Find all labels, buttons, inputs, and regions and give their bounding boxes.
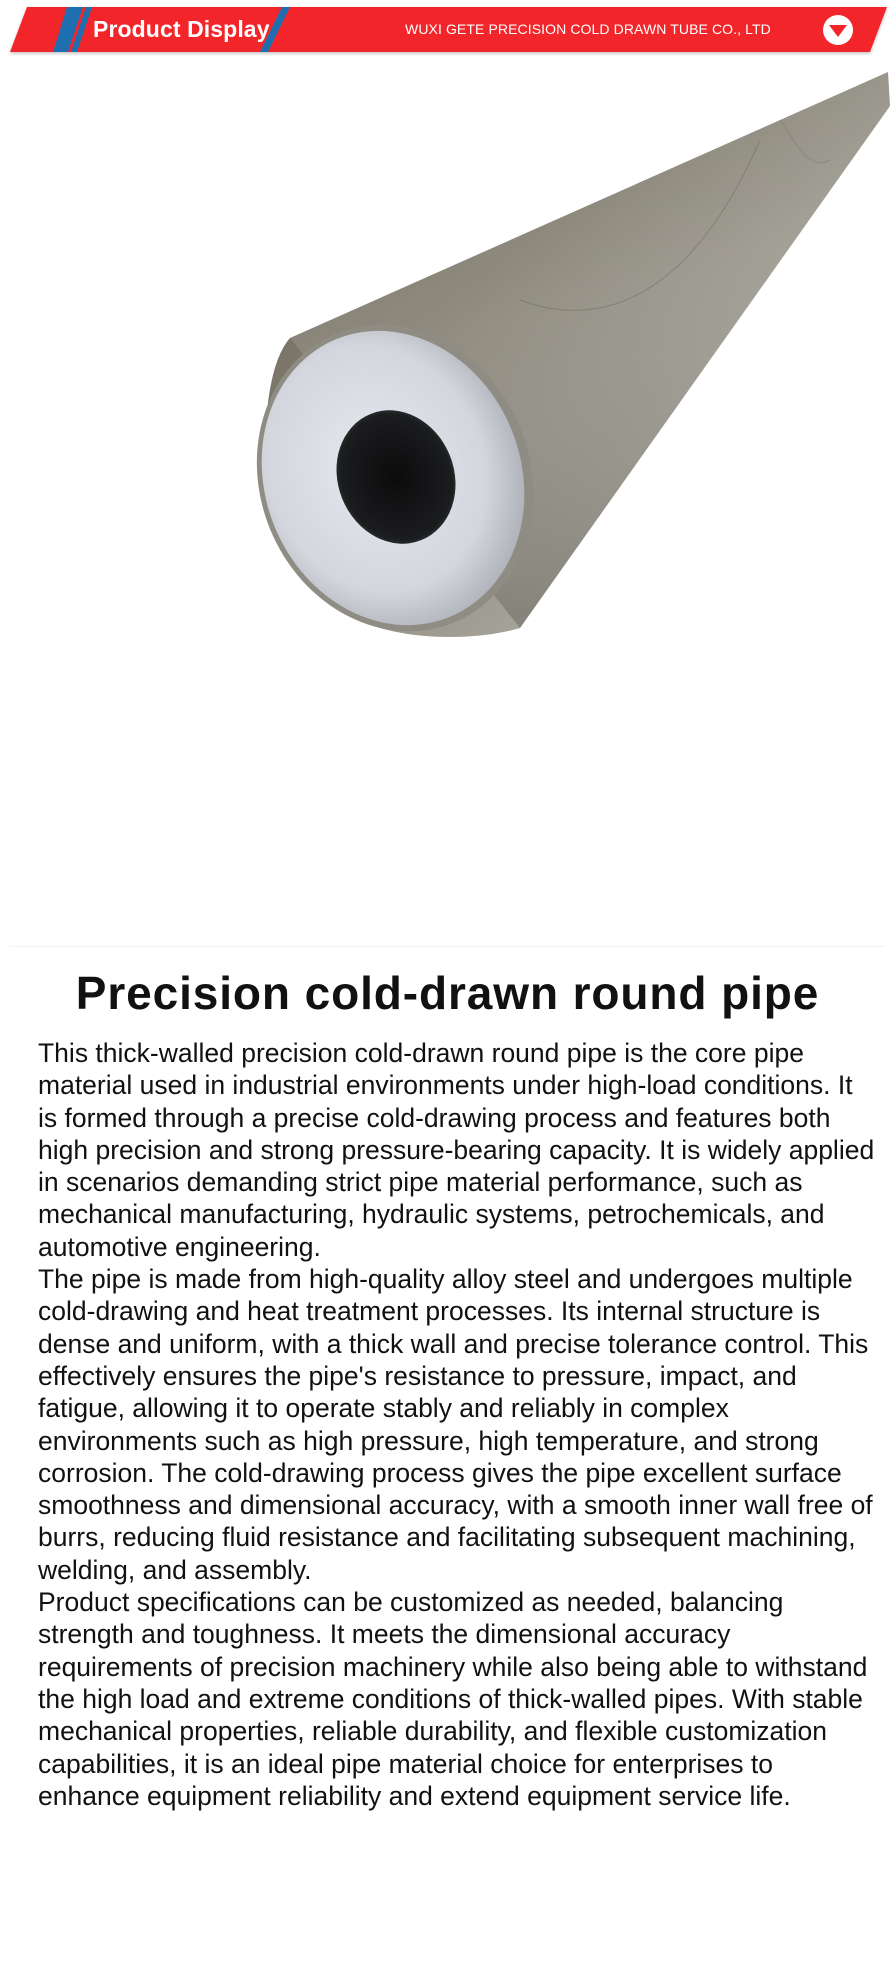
- chevron-down-circle-icon[interactable]: [823, 15, 853, 45]
- description-paragraph: The pipe is made from high-quality alloy steel and undergoes multiple cold-drawing and heat treatment processes. Its internal structure is dense and uniform, with a thick wall and precise tolerance control. This effectively ensures the pipe's resistance to pressure, impact, and fatigue, allowing it to operate stably and reliably in complex environments such as high pressure, high temperature, and strong corrosion. The cold-drawing process gives the pipe excellent surface smoothness and dimensional accuracy, with a smooth inner wall free of burrs, reducing fluid resistance and facilitating subsequent machining, welding, and assembly.: [38, 1264, 873, 1585]
- product-description: [38, 1037, 878, 1812]
- company-name: WUXI GETE PRECISION COLD DRAWN TUBE CO., LTD: [405, 21, 771, 37]
- description-paragraph: This thick-walled precision cold-drawn round pipe is the core pipe material used in industrial environments under high-load conditions. It is formed through a precise cold-drawing process and features both high precision and strong pressure-bearing capacity. It is widely applied in scenarios demanding strict pipe material performance, such as mechanical manufacturing, hydraulic systems, petrochemicals, and automotive engineering.: [38, 1038, 875, 1262]
- banner-title: Product Display: [93, 16, 270, 42]
- section-divider: [10, 946, 885, 947]
- product-image: [0, 60, 895, 940]
- pipe-illustration: [0, 60, 895, 940]
- description-paragraph: Product specifications can be customized as needed, balancing strength and toughness. It meets the dimensional accuracy requirements of precision machinery while also being able to withstand the high load and extreme conditions of thick-walled pipes. With stable mechanical properties, reliable durability, and flexible customization capabilities, it is an ideal pipe material choice for enterprises to enhance equipment reliability and extend equipment service life.: [38, 1587, 868, 1811]
- product-display-banner: [0, 0, 895, 60]
- product-title: Precision cold-drawn round pipe: [75, 967, 820, 1019]
